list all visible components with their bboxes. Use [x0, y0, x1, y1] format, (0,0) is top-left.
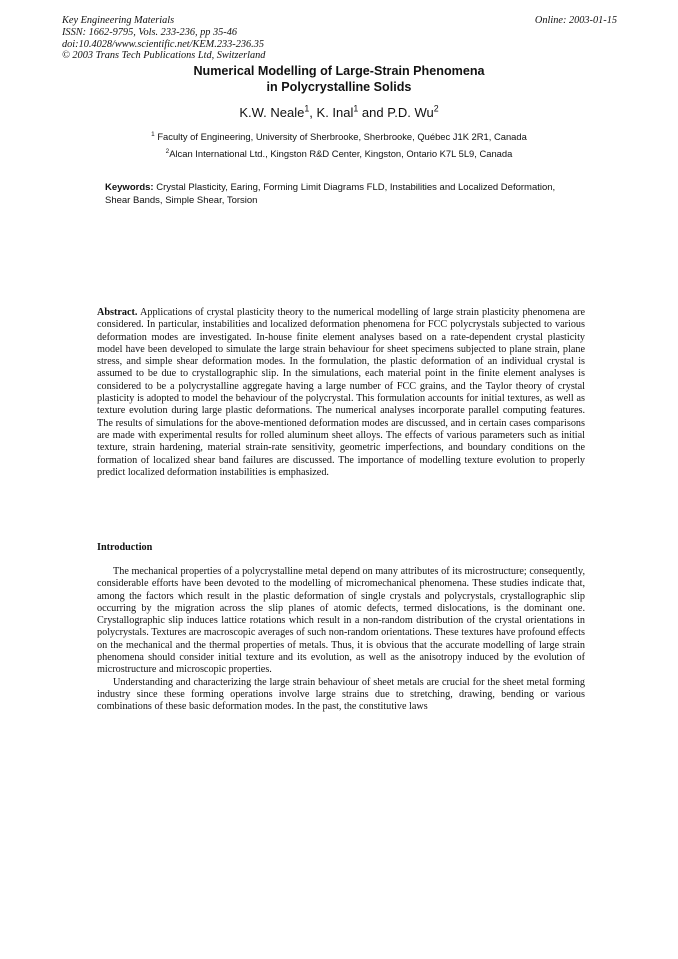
abstract	[97, 307, 585, 479]
affiliation-text: Alcan International Ltd., Kingston R&D Center, Kingston, Ontario K7L 5L9, Canada	[169, 148, 513, 159]
abstract-text: Applications of crystal plasticity theory to the numerical modelling of large strain plasticity phenomena are considered. In particular, instabilities and localized deformation phenomena for FCC polycrystals subjected to various deformation modes are investigated. In-house finite element analyses based on a rate-dependent crystal plasticity model have been developed to simulate the large strain behaviour for sheet specimens subjected to plane strain, plane stress, and simple shear deformation modes. In the formulation, the plastic deformation of an individual crystal is assumed to be due to crystallographic slip. In the simulations, each material point in the finite element analyses is considered to be a polycrystalline aggregate having a large number of FCC grains, and the Taylor theory of crystal plasticity is adopted to model the behaviour of the polycrystal. This formulation accounts for initial textures, as well as texture evolution during large plastic deformations. The numerical analyses incorporate parallel computing features. The results of simulations for the above-mentioned deformation modes are discussed, and in certain cases comparisons are made with experimental results for rolled aluminum sheet alloys. The effects of various parameters such as initial texture, strain hardening, material strain-rate sensitivity, geometric imperfections, and boundary conditions on the formation of localized shear band failures are discussed. The importance of modelling texture evolution to properly predict localized deformation instabilities is emphasized.	[97, 307, 585, 478]
keywords-text: Crystal Plasticity, Earing, Forming Limit Diagrams FLD, Instabilities and Localized Deformation, Shear Bands, Simple Shear, Torsion	[105, 182, 556, 207]
author-affiliation-mark: 1	[304, 103, 310, 114]
author-name: K.W. Neale	[239, 105, 305, 120]
introduction-body	[97, 566, 585, 714]
journal-header	[62, 15, 617, 62]
online-date: Online: 2003-01-15	[534, 15, 617, 26]
author-affiliation-mark: 1	[353, 103, 359, 114]
author-affiliation-mark: 2	[433, 103, 439, 114]
author-separator: and	[358, 105, 388, 120]
keywords	[105, 181, 575, 208]
author-name: P.D. Wu	[387, 105, 434, 120]
title-line-2: in Polycrystalline Solids	[266, 80, 412, 94]
affiliation-mark: 2	[165, 147, 170, 155]
journal-name: Key Engineering Materials	[62, 15, 175, 26]
affiliation-1	[0, 131, 678, 142]
paper-title	[0, 63, 678, 95]
affiliation-text: Faculty of Engineering, University of Sherbrooke, Sherbrooke, Québec J1K 2R1, Canada	[157, 131, 527, 142]
abstract-label: Abstract.	[97, 307, 138, 318]
affiliation-2	[0, 148, 678, 159]
keywords-label: Keywords:	[105, 182, 154, 193]
paragraph: Understanding and characterizing the large strain behaviour of sheet metals are crucial for the sheet metal forming industry since these forming operations involve large strains due to stretching, drawing, bending or various combinations of these basic deformation modes. In the past, the constitutive laws	[97, 676, 585, 713]
paragraph: The mechanical properties of a polycrystalline metal depend on many attributes of its microstructure; consequently, considerable efforts have been devoted to the modelling of micromechanical phenomena. These studies indicate that, among the factors which result in the plastic deformation of single crystals and polycrystals, crystallographic slip occurring by the migration across the slip planes of atomic defects, termed dislocations, is the dominant one. Crystallographic slip induces lattice rotations which result in a non-random distribution of the crystal orientations in polycrystals. Textures are macroscopic averages of such non-random orientations. These textures have profound effects on the mechanical and the thermal properties of metals. Thus, it is obvious that the accurate modelling of large strain phenomena should consider initial texture and its evolution, as well as the anisotropy induced by the evolution of microstructure and microscopic properties.	[97, 566, 585, 676]
author-list	[0, 105, 678, 120]
author-name: K. Inal	[316, 105, 354, 120]
author-separator: ,	[309, 105, 317, 120]
title-line-1: Numerical Modelling of Large-Strain Phenomena	[193, 64, 485, 78]
doi-line: doi:10.4028/www.scientific.net/KEM.233-236.35	[62, 38, 265, 50]
section-heading-introduction: Introduction	[97, 542, 153, 553]
copyright-line: © 2003 Trans Tech Publications Ltd, Switzerland	[62, 50, 266, 62]
affiliation-mark: 1	[151, 130, 155, 138]
issn-line: ISSN: 1662-9795, Vols. 233-236, pp 35-46	[62, 26, 238, 38]
